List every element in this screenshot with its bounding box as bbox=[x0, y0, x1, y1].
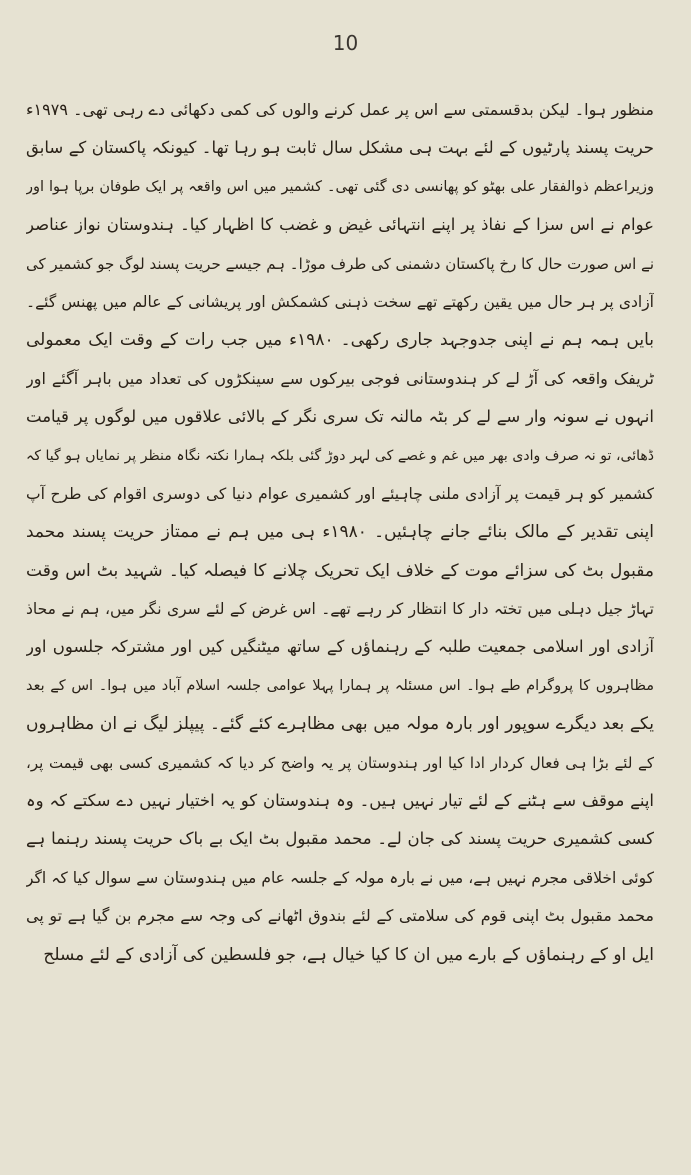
text-line: مظاہروں کا پروگرام طے ہوا۔ اس مسئلہ پر ہمارا پہلا عوامی جلسہ اسلام آباد میں ہوا۔ اس کے بعد bbox=[26, 677, 654, 694]
page-number: 10 bbox=[332, 31, 359, 55]
text-line: آزادی اور اسلامی جمعیت طلبہ کے رہنماؤں کے ساتھ میٹنگیں کیں اور مشترکہ جلسوں اور bbox=[26, 637, 654, 657]
text-line: ایل او کے رہنماؤں کے بارے میں ان کا کیا خیال ہے، جو فلسطین کی آزادی کے لئے مسلح bbox=[43, 944, 654, 965]
body-text bbox=[26, 91, 654, 974]
text-line: محمد مقبول بٹ اپنی قوم کی سلامتی کے لئے بندوق اٹھانے کی وجہ سے مجرم بن گیا ہے تو پی bbox=[26, 906, 654, 926]
text-line: بایں ہمہ ہم نے اپنی جدوجہد جاری رکھی۔ ۱۹۸۰ء میں جب رات کے وقت ایک معمولی bbox=[26, 330, 654, 351]
text-line: نے اس صورت حال کا رخ پاکستان دشمنی کی طرف موڑا۔ ہم جیسے حریت پسند لوگ جو کشمیر کی bbox=[26, 254, 654, 273]
text-line: کے لئے بڑا ہی فعال کردار ادا کیا اور ہندوستان پر یہ واضح کر دیا کہ کشمیری کسی بھی قیمت پر، bbox=[26, 753, 654, 772]
text-line: حریت پسند پارٹیوں کے لئے بہت ہی مشکل سال ثابت ہو رہا تھا۔ کیونکہ پاکستان کے سابق bbox=[26, 138, 654, 158]
text-line: اپنے موقف سے ہٹنے کے لئے تیار نہیں ہیں۔ وہ ہندوستان کو یہ اختیار نہیں دے سکتے کہ وہ bbox=[26, 791, 654, 811]
text-line: تہاڑ جیل دہلی میں تختہ دار کا انتظار کر رہے تھے۔ اس غرض کے لئے سری نگر میں، ہم نے محاذ bbox=[26, 600, 654, 619]
text-line: اپنی تقدیر کے مالک بنائے جانے چاہئیں۔ ۱۹۸۰ء ہی میں ہم نے ممتاز حریت پسند محمد bbox=[26, 522, 654, 543]
text-line: آزادی پر ہر حال میں یقین رکھتے تھے سخت ذہنی کشمکش اور پریشانی کے عالم میں پھنس گئے۔ bbox=[26, 292, 654, 311]
text-line: کوئی اخلاقی مجرم نہیں ہے، میں نے بارہ مولہ کے جلسہ عام میں ہندوستان سے سوال کیا کہ اگر bbox=[26, 868, 654, 887]
text-line: انہوں نے سونہ وار سے لے کر بٹہ مالنہ تک سری نگر کے بالائی علاقوں میں لوگوں پر قیامت bbox=[26, 407, 654, 427]
text-line: منظور ہوا۔ لیکن بدقسمتی سے اس پر عمل کرنے والوں کی کمی دکھائی دے رہی تھی۔ ۱۹۷۹ء bbox=[26, 100, 654, 119]
text-line: وزیراعظم ذوالفقار علی بھٹو کو پھانسی دی گئی تھی۔ کشمیر میں اس واقعہ پر ایک طوفان برپا ہوا اور bbox=[26, 178, 654, 195]
text-line: مقبول بٹ کی سزائے موت کے خلاف ایک تحریک چلانے کا فیصلہ کیا۔ شہید بٹ اس وقت bbox=[26, 560, 654, 581]
text-line: عوام نے اس سزا کے نفاذ پر اپنے انتہائی غیض و غضب کا اظہار کیا۔ ہندوستان نواز عناصر bbox=[26, 215, 654, 235]
text-line: ٹریفک واقعہ کی آڑ لے کر ہندوستانی فوجی بیرکوں سے سینکڑوں کی تعداد میں باہر آگئے اور bbox=[26, 368, 654, 388]
text-line: یکے بعد دیگرے سوپور اور بارہ مولہ میں بھی مظاہرے کئے گئے۔ پیپلز لیگ نے ان مظاہروں bbox=[26, 714, 654, 735]
text-line: کشمیر کو ہر قیمت پر آزادی ملنی چاہیئے اور کشمیری عوام دنیا کی دوسری اقوام کی طرح آپ bbox=[26, 484, 654, 503]
text-line: کسی کشمیری حریت پسند کی جان لے۔ محمد مقبول بٹ ایک بے باک حریت پسند رہنما ہے bbox=[26, 829, 654, 849]
text-line: ڈھائی، تو نہ صرف وادی بھر میں غم و غصے کی لہر دوڑ گئی بلکہ ہمارا نکتہ نگاہ منظر پر نمایاں ہو گیا کہ bbox=[26, 447, 654, 464]
